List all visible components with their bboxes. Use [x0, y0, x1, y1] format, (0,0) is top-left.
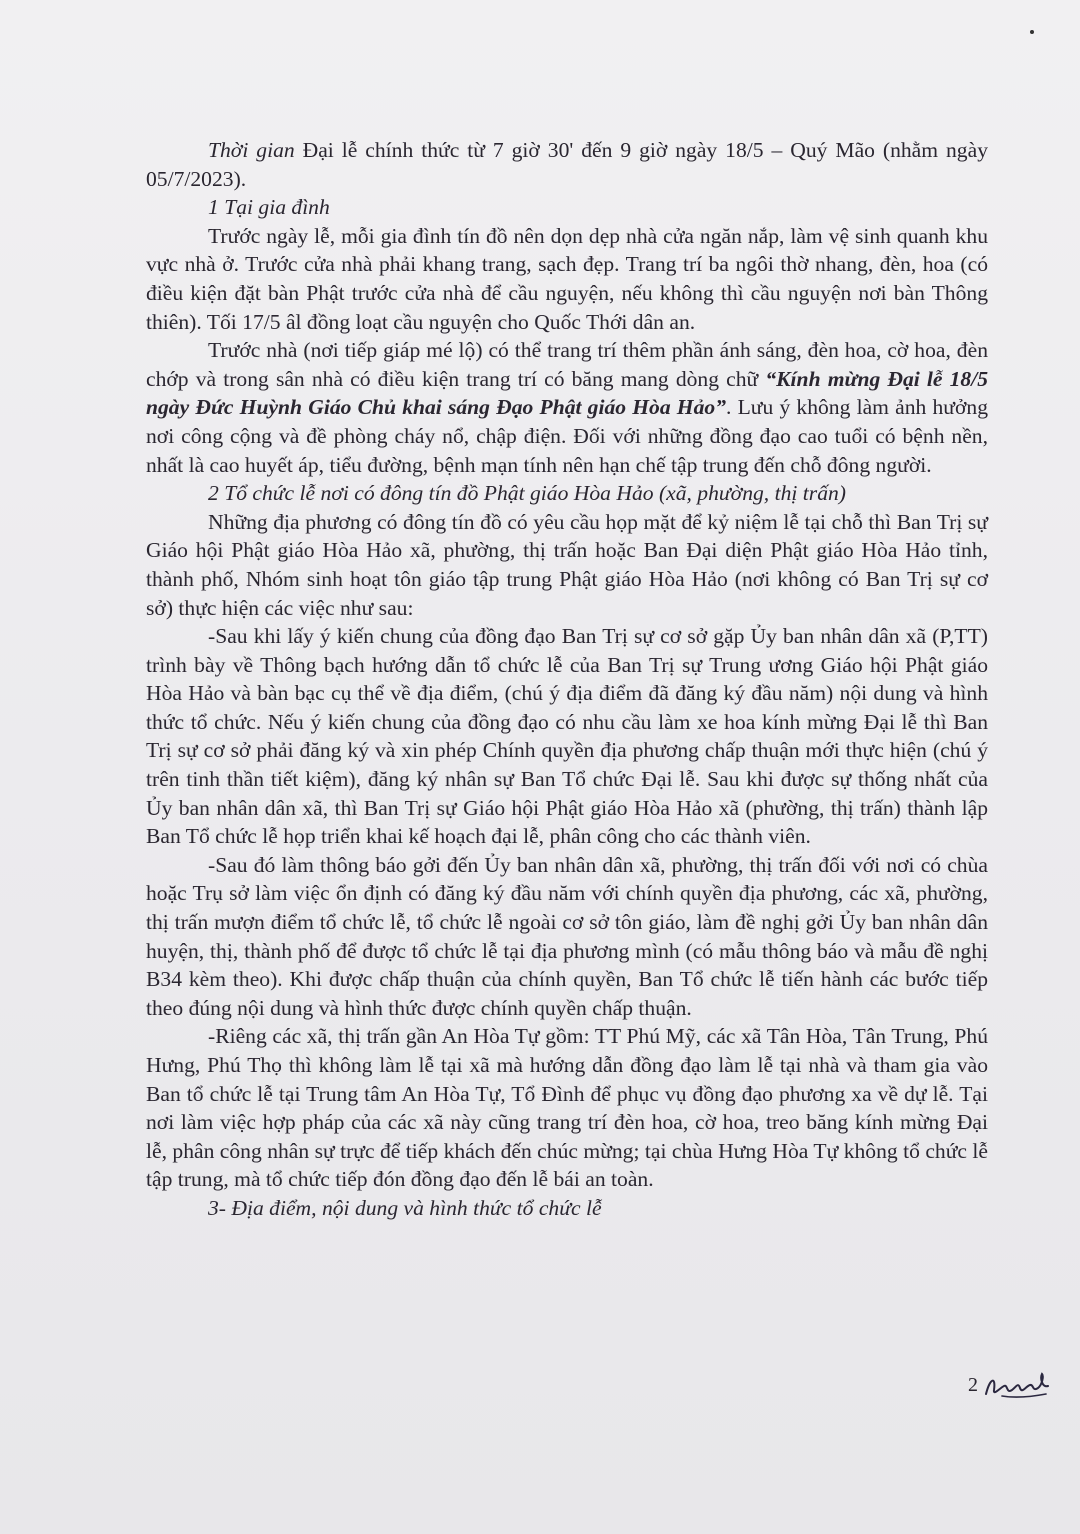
section-1-paragraph-1: Trước ngày lễ, mỗi gia đình tín đồ nên dọn dẹp nhà cửa ngăn nắp, làm vệ sinh quanh khu vực nhà ở. Trước cửa nhà phải khang trang, sạch đẹp. Trang trí ba ngôi thờ nhang, đèn, hoa (có điều kiện đặt bàn Phật trước cửa nhà để cầu nguyện, nếu không thì cầu nguyện nơi bàn Thông thiên). Tối 17/5 âl đồng loạt cầu nguyện cho Quốc Thới dân an.	[146, 223, 988, 334]
section-2-heading: 2 Tổ chức lễ nơi có đông tín đồ Phật giáo Hòa Hảo (xã, phường, thị trấn)	[208, 481, 846, 506]
initials-signature-icon	[982, 1368, 1052, 1404]
section-1-p2-text-c: . Lưu ý không làm ảnh hưởng nơi công cộng và đề phòng cháy nổ, chập điện. Đối với những đồng đạo cao tuổi có bệnh nền, nhất là cao huyết áp, tiểu đường, bệnh mạn tính nên hạn chế tập trung đến chỗ đông người.	[146, 395, 988, 477]
section-1-p2-text-a: Trước nhà (nơi tiếp giáp mé lộ) có thể trang trí thêm phần ánh sáng, đèn hoa, cờ hoa, đèn chớp và trong sân nhà có điều kiện trang trí có băng mang dòng chữ	[146, 338, 988, 391]
section-2-paragraph-2: -Sau khi lấy ý kiến chung của đồng đạo Ban Trị sự cơ sở gặp Ủy ban nhân dân xã (P,TT) trình bày về Thông bạch hướng dẫn tổ chức lễ của Ban Trị sự Trung ương Giáo hội Phật giáo Hòa Hảo và bàn bạc cụ thể về địa điểm, (chú ý địa điểm đã đăng ký đầu năm) nội dung và hình thức tổ chức. Nếu ý kiến chung của đồng đạo có nhu cầu làm xe hoa kính mừng Đại lễ thì Ban Trị sự cơ sở phải đăng ký và xin phép Chính quyền địa phương chấp thuận mới thực hiện (chú ý trên tinh thần tiết kiệm), đăng ký nhân sự Ban Tổ chức Đại lễ. Sau khi được sự thống nhất của Ủy ban nhân dân xã, thì Ban Trị sự Giáo hội Phật giáo Hòa Hảo xã (phường, thị trấn) thành lập Ban Tổ chức lễ họp triển khai kế hoạch đại lễ, phân công cho các thành viên.	[146, 624, 988, 849]
section-1-paragraph-2	[146, 336, 988, 479]
time-text: Đại lễ chính thức từ 7 giờ 30' đến 9 giờ ngày 18/5 – Quý Mão (nhằm ngày 05/7/2023).	[146, 138, 988, 191]
section-1-heading: 1 Tại gia đình	[208, 195, 330, 220]
page-number: 2	[968, 1374, 978, 1396]
section-2-paragraph-1: Những địa phương có đông tín đồ có yêu cầu họp mặt để kỷ niệm lễ tại chỗ thì Ban Trị sự Giáo hội Phật giáo Hòa Hảo xã, phường, thị trấn hoặc Ban Đại diện Phật giáo Hòa Hảo tỉnh, thành phố, Nhóm sinh hoạt tôn giáo tập trung Phật giáo Hòa Hảo (nơi không có Ban Trị sự cơ sở) thực hiện các việc như sau:	[146, 509, 988, 620]
section-3-heading: 3- Địa điểm, nội dung và hình thức tổ chức lễ	[208, 1195, 602, 1220]
section-2-paragraph-4: -Riêng các xã, thị trấn gần An Hòa Tự gồm: TT Phú Mỹ, các xã Tân Hòa, Tân Trung, Phú Hưng, Phú Thọ thì không làm lễ tại xã mà hướng dẫn đồng đạo làm lễ tại nhà và tham gia vào Ban tổ chức lễ tại Trung tâm An Hòa Tự, Tổ Đình để phục vụ đồng đạo phương xa về dự lễ. Tại nơi làm việc hợp pháp của các xã này cũng trang trí đèn hoa, cờ hoa, treo băng kính mừng Đại lễ, phân công nhân sự trực để tiếp khách đến chúc mừng; tại chùa Hưng Hòa Tự không tổ chức lễ tập trung, mà tổ chức tiếp đón đồng đạo đến lễ bái an toàn.	[146, 1024, 988, 1192]
time-label: Thời gian	[208, 138, 295, 162]
time-paragraph	[146, 136, 988, 193]
page-footer	[968, 1368, 1048, 1408]
speck-mark	[1030, 30, 1034, 34]
document-body	[146, 136, 988, 1223]
section-2-paragraph-3: -Sau đó làm thông báo gởi đến Ủy ban nhân dân xã, phường, thị trấn đối với nơi có chùa hoặc Trụ sở làm việc ổn định có đăng ký đầu năm với chính quyền địa phương, các xã, phường, thị trấn mượn điểm tổ chức lễ, tổ chức lễ ngoài cơ sở tôn giáo, làm đề nghị gởi Ủy ban nhân dân huyện, thị, thành phố để được tổ chức lễ tại địa phương mình (có mẫu thông báo và mẫu đề nghị B34 kèm theo). Khi được chấp thuận của chính quyền, Ban Tổ chức lễ tiến hành các bước tiếp theo đúng nội dung và hình thức được chính quyền chấp thuận.	[146, 852, 988, 1020]
banner-slogan: “Kính mừng Đại lễ 18/5 ngày Đức Huỳnh Giáo Chủ khai sáng Đạo Phật giáo Hòa Hảo”	[146, 366, 988, 420]
